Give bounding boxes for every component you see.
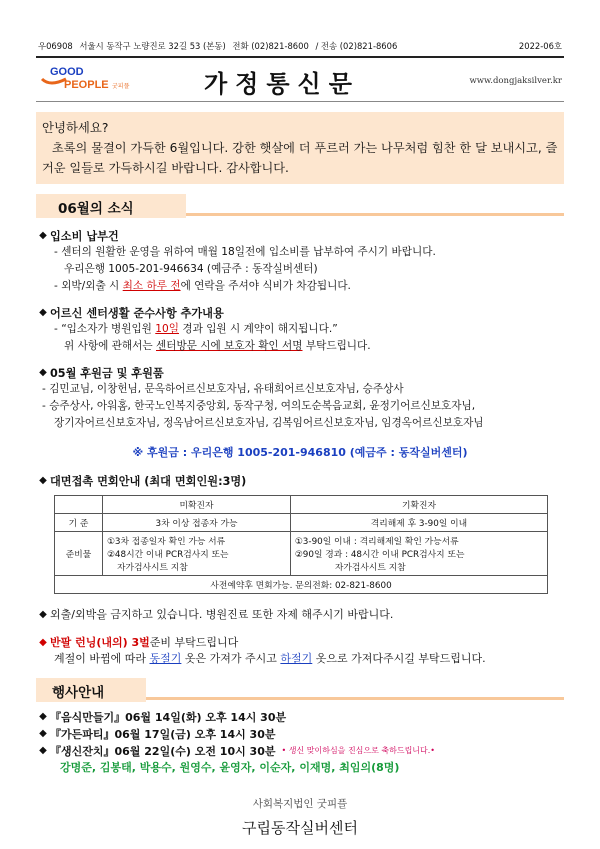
table-row: 기 준 3차 이상 접종자 가능 격리해제 후 3-90일 이내	[55, 514, 548, 532]
news-banner-title: 06월의 소식	[58, 201, 134, 217]
row-label-criteria: 기 준	[55, 514, 103, 532]
table-row	[55, 496, 548, 514]
diamond-bullet-icon: ◆	[39, 608, 47, 620]
donation-account: ※ 후원금 : 우리은행 1005-201-946810 (예금주 : 동작실버센터)	[132, 446, 468, 459]
footer-center: 구립동작실버센터	[242, 819, 358, 837]
rules-days: 10일	[155, 323, 179, 335]
fees-line-3: - 외박/외출 시 최소 하루 전에 연락을 주셔야 식비가 차감됩니다.	[54, 280, 351, 292]
summer-body: 계절이 바뀜에 따라 동절기 옷은 가져가 주시고 하절기 옷으로 가져다주시길 부탁드립니다.	[54, 652, 486, 665]
newsletter-page	[36, 40, 564, 837]
fees-line-1: - 센터의 원활한 운영을 위하여 매월 18일전에 입소비를 납부하여 주시기 바랍니다.	[54, 246, 436, 258]
greeting-message: 초록의 물결이 가득한 6월입니다. 강한 햇살에 더 푸르러 가는 나무처럼 힘찬 한 달 보내시고, 즐거운 일들로 가득하시길 바랍니다. 감사합니다.	[42, 141, 558, 175]
svg-text:GOOD: GOOD	[50, 66, 84, 78]
news-banner	[36, 194, 564, 218]
address-block	[38, 40, 401, 52]
page-title: 가정통신문	[204, 69, 360, 98]
postcode: 우06908	[38, 41, 73, 51]
list-item: ◆ 『가든파티』06월 17일(금) 오후 14시 30분	[36, 725, 564, 742]
donors-line-2: - 승주상사, 아워홈, 한국노인복지중앙회, 동작구청, 여의도순복음교회, 윤정기어르신보호자님,	[42, 400, 476, 412]
diamond-bullet-icon: ◆	[39, 367, 47, 378]
rules-line-1: - “입소자가 병원입원 10일 경과 입원 시 계약이 해지됩니다.”	[54, 323, 338, 335]
fees-deadline: 최소 하루 전	[122, 280, 181, 292]
address: 서울시 동작구 노량진로 32길 53 (본동)	[79, 41, 226, 51]
birthday-names: 강명준, 김봉태, 박용수, 원영수, 윤영자, 이순자, 이재명, 최임의(8명)	[60, 761, 400, 774]
diamond-bullet-icon: ◆	[39, 475, 47, 486]
website-url: www.dongjaksilver.kr	[469, 76, 562, 86]
events-banner-title: 행사안내	[52, 685, 105, 701]
visit-heading: 대면접촉 면회안내 (최대 면회인원:3명)	[50, 474, 247, 488]
birthday-note: • 생신 맞이하심을 진심으로 축하드립니다.•	[281, 746, 436, 755]
diamond-bullet-icon: ◆	[39, 307, 47, 318]
diamond-bullet-icon: ◆	[39, 711, 47, 722]
footer-org: 사회복지법인 굿피플	[252, 798, 348, 810]
table-row: 준비물 ①3차 접종일자 확인 가능 서류 ②48시간 이내 PCR검사지 또는 자가검사시트 지참 ①3-90일 이내 : 격리해제일 확인 가능서류 ②90일 경과 : 48시간 이내 PCR검사지 또는 자가검사시트 지참	[55, 532, 548, 576]
col-unconfirmed: 미확진자	[103, 496, 291, 514]
greeting-hello: 안녕하세요?	[42, 120, 109, 135]
events-banner	[36, 678, 564, 702]
diamond-bullet-icon: ◆	[39, 230, 47, 241]
list-item: ◆ 『음식만들기』06월 14일(화) 오후 14시 30분	[36, 708, 564, 725]
fees-account: 우리은행 1005-201-946634 (예금주 : 동작실버센터)	[64, 263, 318, 275]
diamond-bullet-icon: ◆	[39, 745, 47, 756]
donors-heading: 05월 후원금 및 후원품	[50, 366, 164, 380]
fax: / 전송 (02)821-8606	[315, 41, 398, 51]
rules-heading: 어르신 센터생활 준수사항 추가내용	[50, 306, 224, 320]
events-list	[36, 708, 564, 776]
row-label-items: 준비물	[55, 532, 103, 576]
visit-section	[36, 472, 564, 594]
good-people-logo	[40, 63, 140, 95]
svg-text:PEOPLE: PEOPLE	[64, 79, 109, 91]
rules-signature: 센터방문 시에 보호자 확인 서명	[155, 340, 303, 352]
issue-number: 2022-06호	[518, 41, 562, 51]
summer-heading: 반팔 런닝(내의) 3벌	[50, 636, 150, 649]
donors-line-1: - 김민교님, 이창헌님, 문옥하어르신보호자님, 유태희어르신보호자님, 승주상사	[42, 383, 404, 395]
header	[36, 58, 564, 102]
visit-table	[54, 495, 548, 594]
visit-contact: 사전예약후 면회가능. 문의전화: 02-821-8600	[55, 576, 548, 594]
donors-section	[36, 364, 564, 460]
fees-section	[36, 227, 564, 295]
donors-line-3: 장기자어르신보호자님, 정옥남어르신보호자님, 김복임어르신보호자님, 임경옥어르신보호자님	[54, 417, 484, 429]
summer-clothes: ◆ 반팔 런닝(내의) 3벌 준비 부탁드립니다 계절이 바뀜에 따라 동절기 옷은 가져가 주시고 하절기 옷으로 가져다주시길 부탁드립니다.	[36, 634, 564, 668]
fees-heading: 입소비 납부건	[50, 229, 119, 243]
diamond-bullet-icon: ◆	[39, 728, 47, 739]
col-confirmed: 기확진자	[290, 496, 547, 514]
footer	[36, 796, 564, 838]
list-item: ◆ 『생신잔치』06월 22일(수) 오전 10시 30분 • 생신 맞이하심을 진심으로 축하드립니다.•	[36, 742, 564, 759]
rules-line-2: 위 사항에 관해서는 센터방문 시에 보호자 확인 서명 부탁드립니다.	[64, 340, 371, 352]
phone: 전화 (02)821-8600	[232, 41, 309, 51]
svg-text:굿피플: 굿피플	[112, 83, 130, 90]
table-row	[55, 576, 548, 594]
contact-line	[36, 40, 564, 58]
diamond-bullet-icon: ◆	[39, 636, 47, 648]
greeting-box	[36, 112, 564, 184]
restriction-notice: ◆ 외출/외박을 금지하고 있습니다. 병원진료 또한 자제 해주시기 바랍니다.	[36, 606, 564, 622]
rules-section	[36, 304, 564, 355]
